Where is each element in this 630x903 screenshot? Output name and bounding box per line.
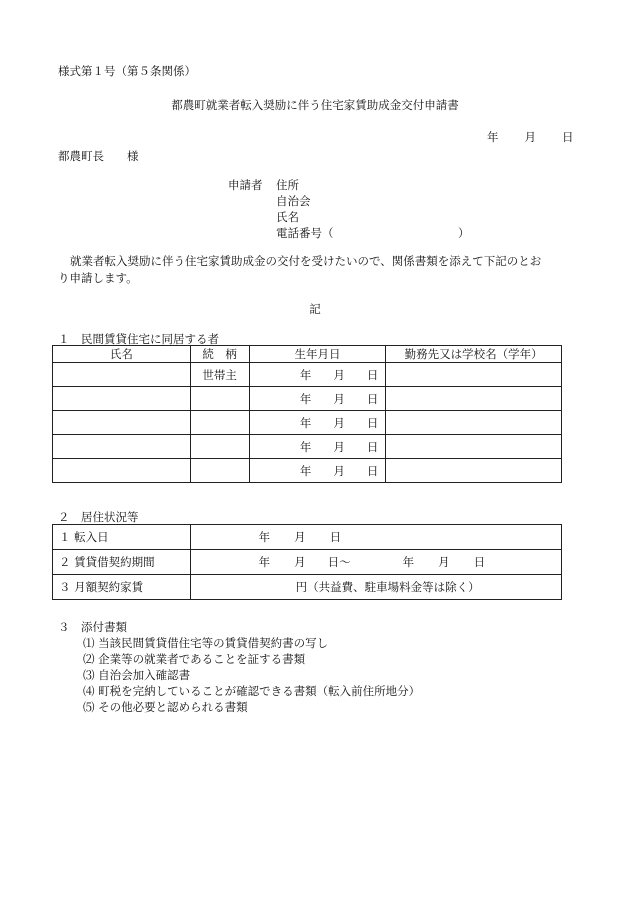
cell-workplace[interactable] [386, 387, 562, 411]
cell-relation[interactable] [190, 411, 249, 435]
body-text-line-1: 就業者転入奨励に伴う住宅家賃助成金の交付を受けたいので、関係書類を添えて下記のとお [70, 254, 542, 268]
cell-name[interactable] [53, 387, 191, 411]
cell-birthdate[interactable]: 年 月 日 [249, 363, 386, 387]
move-in-date-field[interactable]: 年 月 日 [190, 525, 561, 550]
col-header-relation: 続 柄 [190, 346, 249, 363]
form-number: 様式第１号（第５条関係） [58, 64, 196, 78]
applicant-phone: 電話番号（ [276, 226, 334, 240]
cell-relation[interactable] [190, 387, 249, 411]
addressee: 都農町長 様 [58, 149, 139, 163]
cell-name[interactable] [53, 435, 191, 459]
applicant-name: 氏名 [276, 210, 299, 224]
cell-workplace[interactable] [386, 411, 562, 435]
cell-birthdate[interactable]: 年 月 日 [249, 435, 386, 459]
table-row [53, 525, 562, 550]
table-row [53, 411, 562, 435]
table-header-row [53, 346, 562, 363]
cell-relation[interactable] [190, 459, 249, 483]
attachment-item: ⑸ その他必要と認められる書類 [83, 700, 248, 714]
body-text-line-2: り申請します。 [58, 271, 138, 285]
attachment-item: ⑷ 町税を完納していることが確認できる書類（転入前住所地分） [83, 684, 421, 698]
application-date: 年 月 日 [487, 130, 574, 144]
lease-period-field[interactable]: 年 月 日～ 年 月 日 [190, 550, 561, 575]
cell-name[interactable] [53, 411, 191, 435]
cell-birthdate[interactable]: 年 月 日 [249, 411, 386, 435]
table-row [53, 459, 562, 483]
applicant-association: 自治会 [276, 194, 311, 208]
lease-period-label: ２ 賃貸借契約期間 [53, 550, 191, 575]
cell-name[interactable] [53, 459, 191, 483]
applicant-address: 住所 [276, 178, 299, 192]
cell-relation[interactable] [190, 435, 249, 459]
ki-heading: 記 [309, 302, 321, 316]
page-title: 都農町就業者転入奨励に伴う住宅家賃助成金交付申請書 [171, 98, 459, 112]
cell-workplace[interactable] [386, 363, 562, 387]
monthly-rent-field[interactable]: 円（共益費、駐車場料金等は除く） [190, 575, 561, 600]
cell-name[interactable] [53, 363, 191, 387]
attachment-item: ⑵ 企業等の就業者であることを証する書類 [83, 652, 306, 666]
cell-workplace[interactable] [386, 459, 562, 483]
col-header-workplace: 勤務先又は学校名（学年） [386, 346, 562, 363]
table-row [53, 435, 562, 459]
table-row [53, 550, 562, 575]
applicant-label: 申請者 [228, 178, 263, 192]
cell-relation: 世帯主 [190, 363, 249, 387]
monthly-rent-label: ３ 月額契約家賃 [53, 575, 191, 600]
cell-birthdate[interactable]: 年 月 日 [249, 387, 386, 411]
table-row [53, 363, 562, 387]
cell-workplace[interactable] [386, 435, 562, 459]
residence-table [52, 524, 562, 600]
attachment-item: ⑴ 当該民間賃貸借住宅等の賃貸借契約書の写し [83, 636, 329, 650]
section1-heading: １ 民間賃貸住宅に同居する者 [58, 332, 219, 346]
col-header-name: 氏名 [53, 346, 191, 363]
table-row [53, 575, 562, 600]
move-in-date-label: １ 転入日 [53, 525, 191, 550]
table-row [53, 387, 562, 411]
cell-birthdate[interactable]: 年 月 日 [249, 459, 386, 483]
section2-heading: ２ 居住状況等 [58, 510, 139, 524]
section3-heading: ３ 添付書類 [58, 620, 127, 634]
col-header-birthdate: 生年月日 [249, 346, 386, 363]
attachment-item: ⑶ 自治会加入確認書 [83, 668, 191, 682]
applicant-phone-close: ） [458, 226, 470, 240]
cohabitant-table [52, 345, 562, 483]
